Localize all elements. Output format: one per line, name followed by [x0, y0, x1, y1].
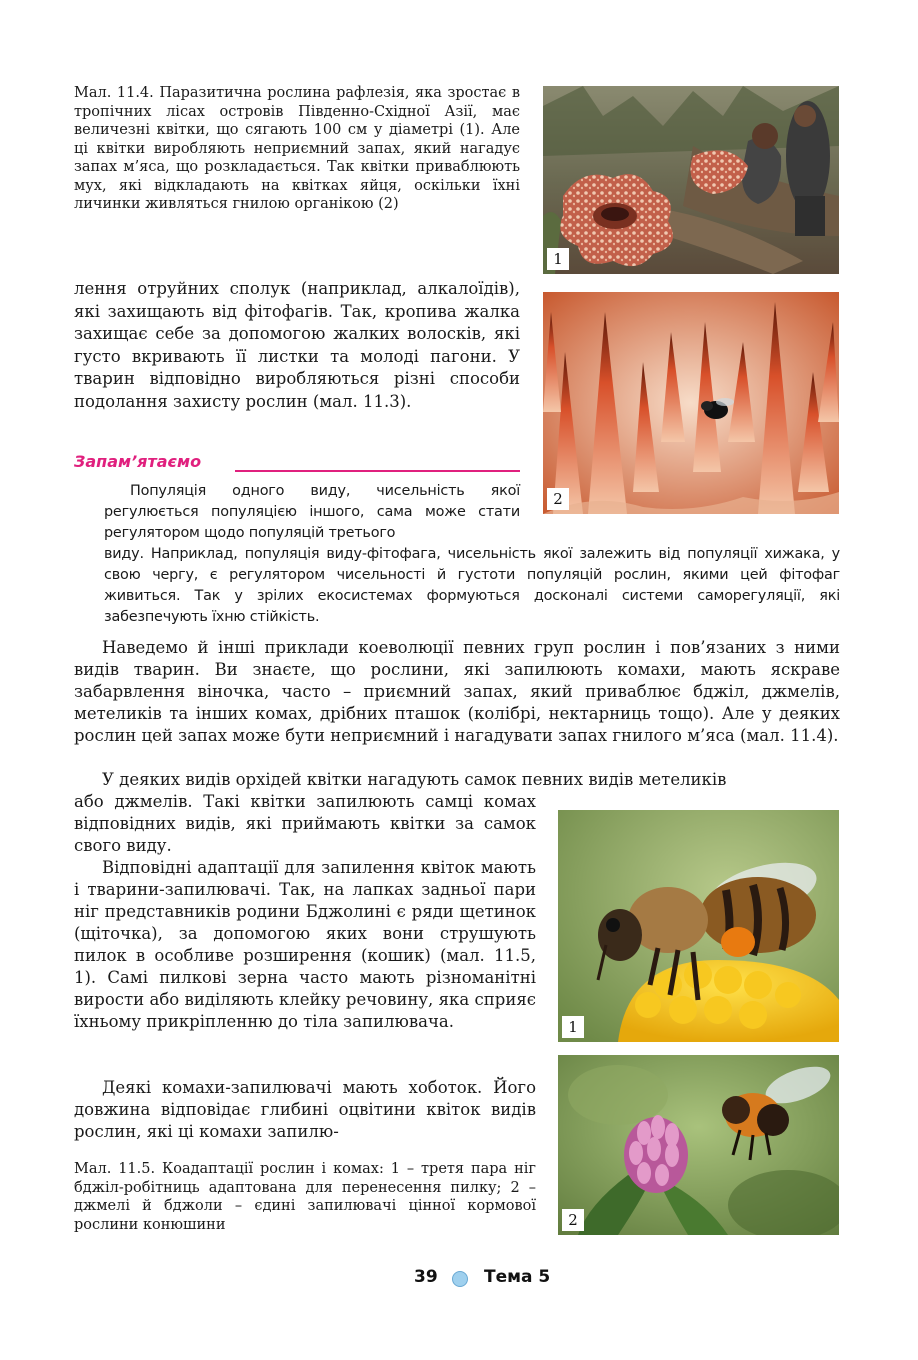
body-paragraph: Деякі комахи-запилювачі мають хоботок. Його довжина відповідає глибині оцвітини квіток видів рослин, які ці комахи запилю- [74, 1078, 536, 1141]
honeybee-pollen-photo [558, 810, 839, 1042]
photo-number-label: 2 [562, 1209, 584, 1231]
figure-11-4-caption: Мал. 11.4. Паразитична рослина рафлезія, яка зростає в тропічних лісах островів Південно-Східної Азії, має величезні квітки, що сягають 100 см у діаметрі (1). Але ці квітки виробляють неприємний запах, який нагадує запах м’яса, що розкладається. Так квітки приваблюють мух, які відкладають на квітках яйця, оскільки їхні личинки живляться гнилою органікою (2) [74, 85, 520, 212]
bumblebee-clover-photo [558, 1055, 839, 1235]
photo-number-label: 1 [547, 248, 569, 270]
rafflesia-interior-fly-photo [543, 292, 839, 514]
remember-text-part1: Популяція одного виду, чисельність якої регулюється популяцією іншого, сама може стати регулятором щодо популяцій третього [104, 483, 520, 541]
body-paragraph-first-line: У деяких видів орхідей квітки нагадують самок певних видів метеликів [102, 770, 727, 789]
remember-text-part2: виду. Наприклад, популяція виду-фітофага, чисельність якої залежить від популяції хижака, у свою чергу, є регулятором чисельності й густоти популяцій рослин, якими цей фітофаг живиться. Так у зрілих екосистемах формуються досконалі системи саморегуляції, які забезпечують їхню стійкість. [104, 546, 840, 625]
photo-number-label: 2 [547, 488, 569, 510]
page-number: 39 [414, 1267, 438, 1287]
footer-bullet-dot [452, 1271, 468, 1287]
body-paragraph: лення отруйних сполук (наприклад, алкалоїдів), які захищають від фітофагів. Так, кропива жалка захищає себе за допомогою жалких волосків, які густо вкривають її листки та молоді пагони. У тварин відповідно виробляються різні способи подолання захисту рослин (мал. 11.3). [74, 279, 520, 411]
remember-divider [235, 470, 520, 472]
topic-label: Тема 5 [484, 1267, 551, 1287]
rafflesia-forest-photo [543, 86, 839, 274]
figure-11-5-caption: Мал. 11.5. Коадаптації рослин і комах: 1 – третя пара ніг бджіл-робітниць адаптована для перенесення пилку; 2 – джмелі й бджоли – єдині запилювачі цінної кормової рослини конюшини [74, 1161, 536, 1233]
remember-heading: Запам’ятаємо [74, 452, 202, 471]
photo-number-label: 1 [562, 1016, 584, 1038]
body-paragraph: Наведемо й інші приклади коеволюції певних груп рослин і пов’язаних з ними видів тварин. Ви знаєте, що рослини, які запилюють комахи, мають яскраве забарвлення віночка, часто – приємний запах, який приваблює бджіл, джмелів, метеликів та інших комах, дрібних пташок (колібрі, нектарниць тощо). Але у деяких рослин цей запах може бути неприємний і нагадувати запах гнилого м’яса (мал. 11.4). [74, 638, 840, 745]
body-paragraph: або джмелів. Такі квітки запилюють самці комах відповідних видів, які приймають квітки за самок свого виду. [74, 792, 536, 855]
body-paragraph: Відповідні адаптації для запилення квіток мають і тварини-запилювачі. Так, на лапках задньої пари ніг представників родини Бджолині є ряди щетинок (щіточка), за допомогою яких вони струшують пилок в особливе розширення (кошик) (мал. 11.5, 1). Самі пилкові зерна часто мають різноманітні вирости або виділяють клейку речовину, яка сприяє їхньому прикріпленню до тіла запилювача. [74, 858, 536, 1031]
